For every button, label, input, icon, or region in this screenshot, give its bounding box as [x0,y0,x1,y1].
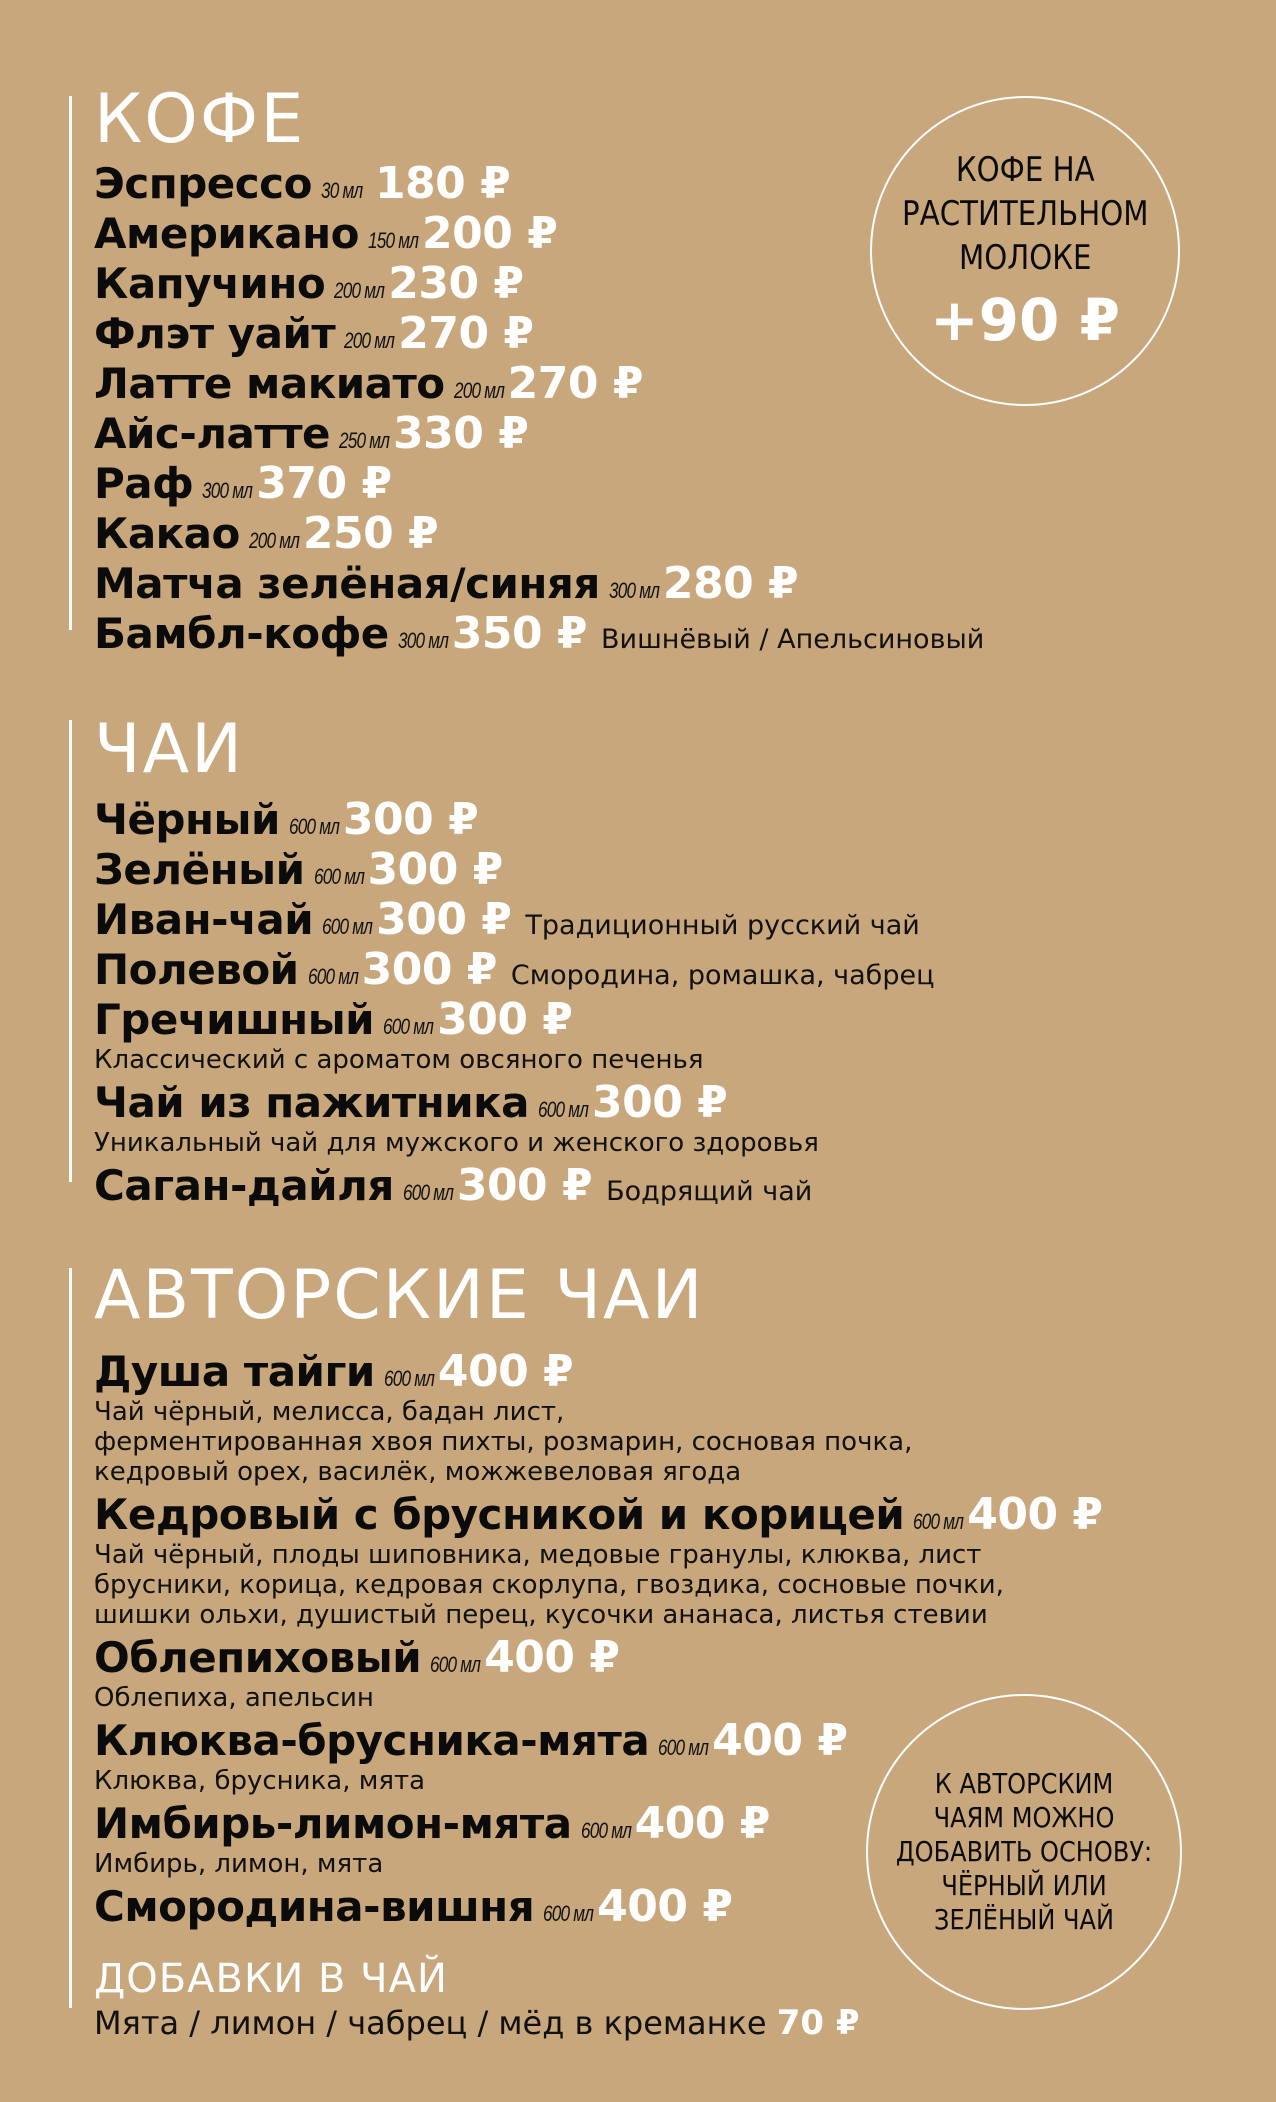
plant-milk-badge-price: +90 ₽ [930,286,1120,354]
item-volume: 600 мл [288,814,340,839]
item-price: 200 ₽ [422,208,558,259]
item-name: Полевой [94,945,299,994]
menu-item [94,458,1192,509]
item-volume: 200 мл [453,378,504,403]
item-description-line: Клюква, брусника, мята [94,1766,426,1796]
coffee-title: КОФЕ [94,80,306,159]
item-description: Уникальный чай для мужского и женского здоровья [94,1128,819,1158]
item-volume: 600 мл [402,1180,453,1205]
author-tea-base-badge [866,1694,1182,2010]
item-name: Гречишный [94,995,375,1044]
item-name: Эспрессо [94,159,312,208]
item-price: 400 ₽ [634,1798,770,1849]
tea-divider [69,720,72,1182]
menu-item [94,794,1192,845]
plant-milk-badge-text: КОФЕ НА РАСТИТЕЛЬНОМ МОЛОКЕ [901,150,1149,278]
item-volume: 200 мл [344,328,395,353]
tea-additions-price: 70 ₽ [776,2003,860,2043]
plant-milk-badge [870,96,1180,406]
item-name: Матча зелёная/синяя [94,559,600,608]
item-name: Флэт уайт [94,309,336,358]
menu-item [94,994,1192,1075]
item-volume: 600 мл [538,1097,589,1122]
menu-item [94,558,1192,609]
item-volume: 250 мл [339,428,390,453]
item-description-line: Чай чёрный, мелисса, бадан лист, [94,1397,565,1427]
item-volume: 200 мл [334,278,385,303]
item-volume: 300 мл [397,628,448,653]
item-name: Капучино [94,259,326,308]
item-name: Саган-дайля [94,1161,394,1210]
item-price: 300 ₽ [342,794,479,845]
item-price: 400 ₽ [597,1881,733,1932]
item-volume: 600 мл [313,864,364,889]
tea-section [72,710,1192,1211]
item-description-line: ферментированная хвоя пихты, розмарин, сосновая почка, [94,1427,913,1457]
menu-item [94,508,1192,559]
coffee-divider [69,96,72,630]
item-description: Классический с ароматом овсяного печенья [94,1045,704,1075]
item-price: 280 ₽ [662,558,799,609]
tea-title: ЧАИ [94,710,245,789]
item-price: 180 ₽ [374,158,511,209]
author-tea-base-badge-text: К АВТОРСКИМ ЧАЯМ МОЖНО ДОБАВИТЬ ОСНОВУ: ЧЁРНЫЙ ИЛИ ЗЕЛЁНЫЙ ЧАЙ [895,1767,1153,1936]
tea-list [94,794,1192,1211]
item-name: Раф [94,459,194,508]
item-note: Смородина, ромашка, чабрец [510,960,935,991]
item-price: 300 ₽ [376,894,512,945]
item-price: 350 ₽ [451,608,588,659]
menu-item [94,944,1192,995]
item-description-line: кедровый орех, василёк, можжевеловая ягода [94,1457,742,1487]
menu-item [94,1489,1192,1630]
item-price: 400 ₽ [437,1346,574,1397]
item-volume: 600 мл [430,1652,481,1677]
item-price: 270 ₽ [507,358,643,409]
item-name: Облепиховый [94,1633,422,1682]
item-volume: 200 мл [248,528,300,553]
item-volume: 600 мл [913,1509,964,1534]
item-price: 300 ₽ [592,1077,728,1128]
item-name: Зелёный [94,845,305,894]
item-name: Кедровый с брусникой и корицей [94,1490,905,1539]
item-name: Бамбл-кофе [94,609,389,658]
item-volume: 300 мл [608,578,660,603]
tea-additions-text: Мята / лимон / чабрец / мёд в креманке [94,2004,767,2042]
tea-additions-title: ДОБАВКИ В ЧАЙ [94,1956,448,2002]
item-name: Смородина-вишня [94,1882,535,1931]
item-name: Чёрный [94,795,280,844]
item-description-line: Чай чёрный, плоды шиповника, медовые гранулы, клюква, лист [94,1540,982,1570]
menu-item [94,844,1192,895]
menu-item [94,608,1192,659]
item-note: Бодрящий чай [606,1176,813,1207]
item-name: Американо [94,209,360,258]
item-volume: 600 мл [543,1901,594,1926]
item-volume: 600 мл [658,1735,709,1760]
item-volume: 600 мл [383,1014,434,1039]
item-price: 330 ₽ [393,408,529,459]
item-price: 270 ₽ [398,308,534,359]
item-price: 300 ₽ [456,1160,593,1211]
item-volume: 150 мл [368,228,419,253]
item-name: Иван-чай [94,895,314,944]
item-note: Традиционный русский чай [525,910,920,941]
item-price: 370 ₽ [256,458,392,509]
menu-item [94,1346,1192,1487]
item-price: 400 ₽ [967,1489,1103,1540]
item-note: Вишнёвый / Апельсиновый [601,624,985,655]
item-name: Имбирь-лимон-мята [94,1799,572,1848]
menu-item [94,1160,1192,1211]
item-price: 300 ₽ [361,944,497,995]
item-price: 300 ₽ [437,994,573,1045]
item-price: 250 ₽ [302,508,439,559]
menu-item [94,894,1192,945]
item-volume: 30 мл [320,178,363,203]
item-volume: 600 мл [307,964,358,989]
item-description-line: Облепиха, апельсин [94,1683,374,1713]
item-price: 230 ₽ [388,258,524,309]
item-price: 400 ₽ [712,1715,848,1766]
item-volume: 600 мл [322,914,373,939]
item-description-line: брусники, корица, кедровая скорлупа, гвоздика, сосновые почки, [94,1570,1004,1600]
author-tea-divider [69,1268,72,2008]
item-price: 400 ₽ [484,1632,620,1683]
item-description-line: шишки ольхи, душистый перец, кусочки ананаса, листья стевии [94,1600,988,1630]
item-volume: 300 мл [202,478,253,503]
item-name: Душа тайги [94,1347,375,1396]
item-name: Латте макиато [94,359,445,408]
item-name: Какао [94,509,240,558]
menu-item [94,408,1192,459]
item-name: Чай из пажитника [94,1078,530,1127]
item-name: Айс-латте [94,409,331,458]
item-description-line: Имбирь, лимон, мята [94,1849,384,1879]
item-name: Клюква-брусника-мята [94,1716,650,1765]
item-volume: 600 мл [383,1366,435,1391]
item-volume: 600 мл [580,1818,631,1843]
item-price: 300 ₽ [367,844,503,895]
menu-item [94,1077,1192,1158]
author-tea-title: АВТОРСКИЕ ЧАИ [94,1256,705,1335]
